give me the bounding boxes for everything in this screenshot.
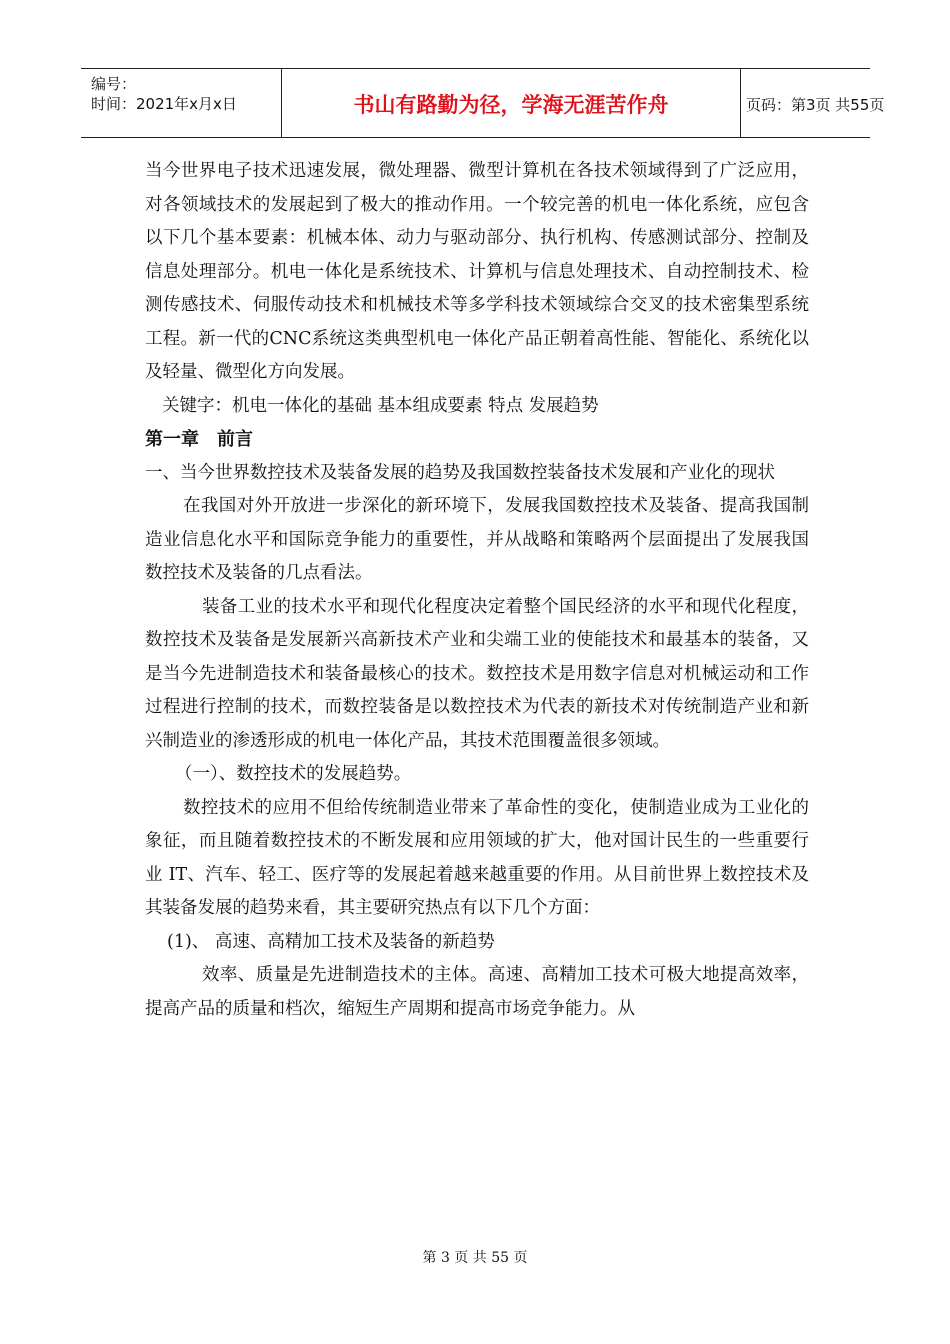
chapter-title: 第一章 前言 <box>145 429 253 450</box>
header-info-cell <box>81 69 281 137</box>
keywords-line: 关键字：机电一体化的基础 基本组成要素 特点 发展趋势 <box>162 395 599 416</box>
header-page-cell <box>740 69 885 137</box>
subsection-title: （一）、数控技术的发展趋势。 <box>175 764 412 784</box>
paragraph: 在我国对外开放进一步深化的新环境下，发展我国数控技术及装备、提高我国制造业信息化水平和国际竞争能力的重要性，并从战略和策略两个层面提出了发展我国数控技术及装备的几点看法。 <box>145 496 809 583</box>
header-motto: 书山有路勤为径，学海无涯苦作舟 <box>353 93 669 117</box>
header-page-info: 页码：第3页 共55页 <box>746 96 885 114</box>
paragraph: 数控技术的应用不但给传统制造业带来了革命性的变化，使制造业成为工业化的象征，而且随着数控技术的不断发展和应用领域的扩大，他对国计民生的一些重要行业 IT、汽车、轻工、医疗等的发展起着越来越重要的作用。从目前世界上数控技术及其装备发展的趋势来看，其主要研究热点有以下几个方面： <box>145 797 809 918</box>
page-header <box>81 68 885 138</box>
paragraph: 效率、质量是先进制造技术的主体。高速、高精加工技术可极大地提高效率，提高产品的质量和档次，缩短生产周期和提高市场竞争能力。从 <box>145 965 809 1019</box>
document-number-label: 编号： <box>91 75 137 93</box>
list-item-title: (1)、 高速、高精加工技术及装备的新趋势 <box>167 931 495 952</box>
header-motto-cell <box>281 69 741 137</box>
section-title: 一、当今世界数控技术及装备发展的趋势及我国数控装备技术发展和产业化的现状 <box>145 462 775 483</box>
page-footer: 第 3 页 共 55 页 <box>422 1250 528 1266</box>
abstract-paragraph: 当今世界电子技术迅速发展，微处理器、微型计算机在各技术领域得到了广泛应用，对各领域技术的发展起到了极大的推动作用。一个较完善的机电一体化系统，应包含以下几个基本要素：机械本体、动力与驱动部分、执行机构、传感测试部分、控制及信息处理部分。机电一体化是系统技术、计算机与信息处理技术、自动控制技术、检测传感技术、伺服传动技术和机械技术等多学科技术领域综合交叉的技术密集型系统工程。新一代的CNC系统这类典型机电一体化产品正朝着高性能、智能化、系统化以及轻量、微型化方向发展。 <box>145 161 809 382</box>
paragraph: 装备工业的技术水平和现代化程度决定着整个国民经济的水平和现代化程度，数控技术及装备是发展新兴高新技术产业和尖端工业的使能技术和最基本的装备，又是当今先进制造技术和装备最核心的技术。数控技术是用数字信息对机械运动和工作过程进行控制的技术，而数控装备是以数控技术为代表的新技术对传统制造产业和新兴制造业的渗透形成的机电一体化产品，其技术范围覆盖很多领域。 <box>145 596 809 751</box>
document-body <box>145 155 809 1026</box>
document-date-label: 时间：2021年x月x日 <box>91 95 237 113</box>
